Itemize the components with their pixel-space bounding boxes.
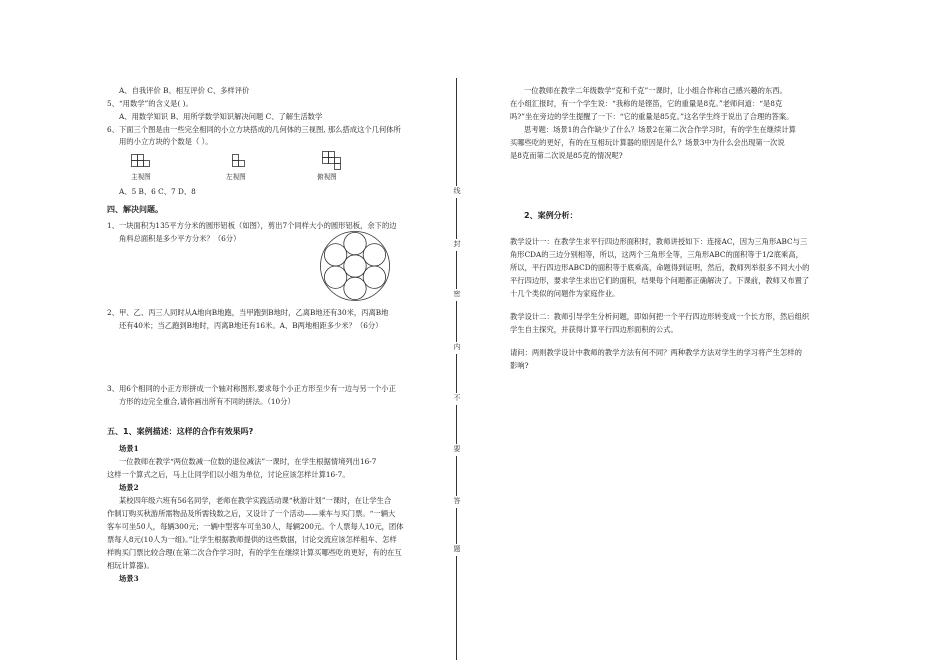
left-view-label: 左视图 [226,173,246,181]
design1-line5: 十几个类似的问题作为家庭作业。 [510,289,620,298]
problem3-line1: 3、用6个相同的小正方形拼成一个轴对称图形,要求每个小正方形至少有一边与另一个小正 [107,384,396,393]
binding-line [456,78,457,660]
scene3-line1: 一位教师在教学二年级数学“克和千克”一课时，让小组合作称自己感兴趣的东西。 [524,86,787,95]
q5-question: 5、“用数学”的含义是( )。 [107,99,193,108]
margin-char: 封 [451,239,463,251]
front-view-figure [131,154,159,172]
scene3-line3: 吗?”坐在旁边的学生提醒了一下：“它的重量是85克。”这名学生终于说出了合理的答案。 [510,112,794,121]
scene2-line1: 某校四年级六班有56名同学，老师在教学实践活动课“秋游计划”一课时，在让学生合 [119,496,392,505]
section-5-title: 五、1、案例描述：这样的合作有效果吗? [107,427,254,436]
scene2-line5: 样购买门票比较合理(在第二次合作学习时，有的学生在继续计算买哪些吃的更好，有的在互 [107,548,402,557]
top-view-label: 俯视图 [317,173,337,181]
q6-question-line2: 用的小立方块的个数是（ ）。 [119,137,213,146]
problem2-line1: 2、甲、乙、丙三人同时从A地向B地跑，当甲跑到B地时，乙离B地还有30米，丙离B地 [107,308,389,317]
case-analysis-title: 2、案例分析： [524,211,578,220]
problem2-line2: 还有40米；当乙跑到B地时，丙离B地还有16米。A、B两地相距多少米？（6分） [119,321,383,330]
design1-line2: 角形CDA的三边分别相等，所以，这两个三角形全等，三角形ABC的面积等于1/2底乘高， [510,250,803,259]
margin-char: 密 [451,289,463,301]
design2-line1: 教学设计二：教师引导学生分析问题，即如何把一个平行四边形转变成一个长方形，然后组织 [510,312,810,321]
design2-line2: 学生自主探究，并获得计算平行四边形面积的公式。 [510,325,678,334]
margin-char: 题 [451,544,463,556]
thinking-line1: 思考题：场景1的合作缺少了什么？场景2在第二次合作学习时，有的学生在继续计算 [524,125,796,134]
top-view-figure [322,151,344,173]
scene1-title: 场景1 [119,444,139,453]
thinking-line2: 买哪些吃的更好，有的在互相玩计算器的原因是什么？场景3中为什么会出现第一次说 [510,138,785,147]
scene1-line1: 一位教师在教学“两位数减一位数的退位减法”一课时，在学生根据情境列出16-7 [119,457,377,466]
q6-question-line1: 6、下面三个图是由一些完全相同的小立方块搭成的几何体的三视图, 那么搭成这个几何体所 [107,125,401,134]
design1-line1: 教学设计一：在教学生求平行四边形面积时，教师讲授如下：连接AC，因为三角形ABC与三 [510,237,808,246]
margin-char: 答 [451,496,463,508]
q4-options: A、自我评价 B、相互评价 C、多样评价 [119,86,250,95]
scene3-title: 场景3 [119,574,139,583]
scene2-title: 场景2 [119,483,139,492]
scene2-line6: 相玩计算器)。 [107,561,154,570]
front-view-label: 主视图 [131,173,151,181]
scene3-line2: 在小组汇报时，有一个学生说：“我称的是铿笛，它的重量是8克。”老师问道：“是8克 [510,99,783,108]
design1-line3: 所以，平行四边形ABCD的面积等于底乘高，命题得到证明，然后，教师列举很多不同大小的 [510,263,810,272]
scene2-line3: 客车可坐50人，每辆300元；一辆中型客车可坐30人，每辆200元。个人票每人10元，团体 [107,522,404,531]
seven-circles-figure [319,230,391,302]
question-line1: 请问：两则教学设计中教师的教学方法有何不同？两种教学方法对学生的学习将产生怎样的 [510,348,802,357]
q6-options: A、5 B、6 C、7 D、8 [119,187,196,196]
margin-char: 要 [451,444,463,456]
margin-char: 不 [451,393,463,405]
left-view-figure [232,154,252,172]
section-4-title: 四、解决问题。 [107,204,163,214]
problem1-line1: 1、一块面积为135平方分米的圆形铝板（如图），剪出7个同样大小的圆形铝板，余下的边 [107,221,397,230]
problem1-line2: 角料总面积是多少平方分米？（6分） [119,234,241,243]
design1-line4: 平行四边形，要求学生求出它们的面积，结果每个问题都正确解决了。下课前，教师又布置了 [510,276,810,285]
scene2-line2: 作制订购买秋游所需物品及所需钱数之后，又设计了一个活动——乘车与买门票。“一辆大 [107,509,396,518]
q5-options: A、用数学知识 B、用所学数学知识解决问题 C、了解生活数学 [119,112,323,121]
margin-char: 内 [451,342,463,354]
thinking-line3: 是8克而第二次说是85克的情况呢? [510,151,623,160]
problem3-line2: 方形的边完全重合,请你画出所有不同的拼法。（10分） [119,397,295,406]
question-line2: 影响? [510,361,529,370]
scene1-line2: 这样一个算式之后，马上让同学们以小组为单位，讨论应该怎样计算16-7。 [107,470,350,479]
scene2-line4: 票每人8元(10人为一组)。”让学生根据教师提供的这些数据，讨论交流应该怎样租车、怎样 [107,535,397,544]
margin-char: 线 [451,186,463,198]
